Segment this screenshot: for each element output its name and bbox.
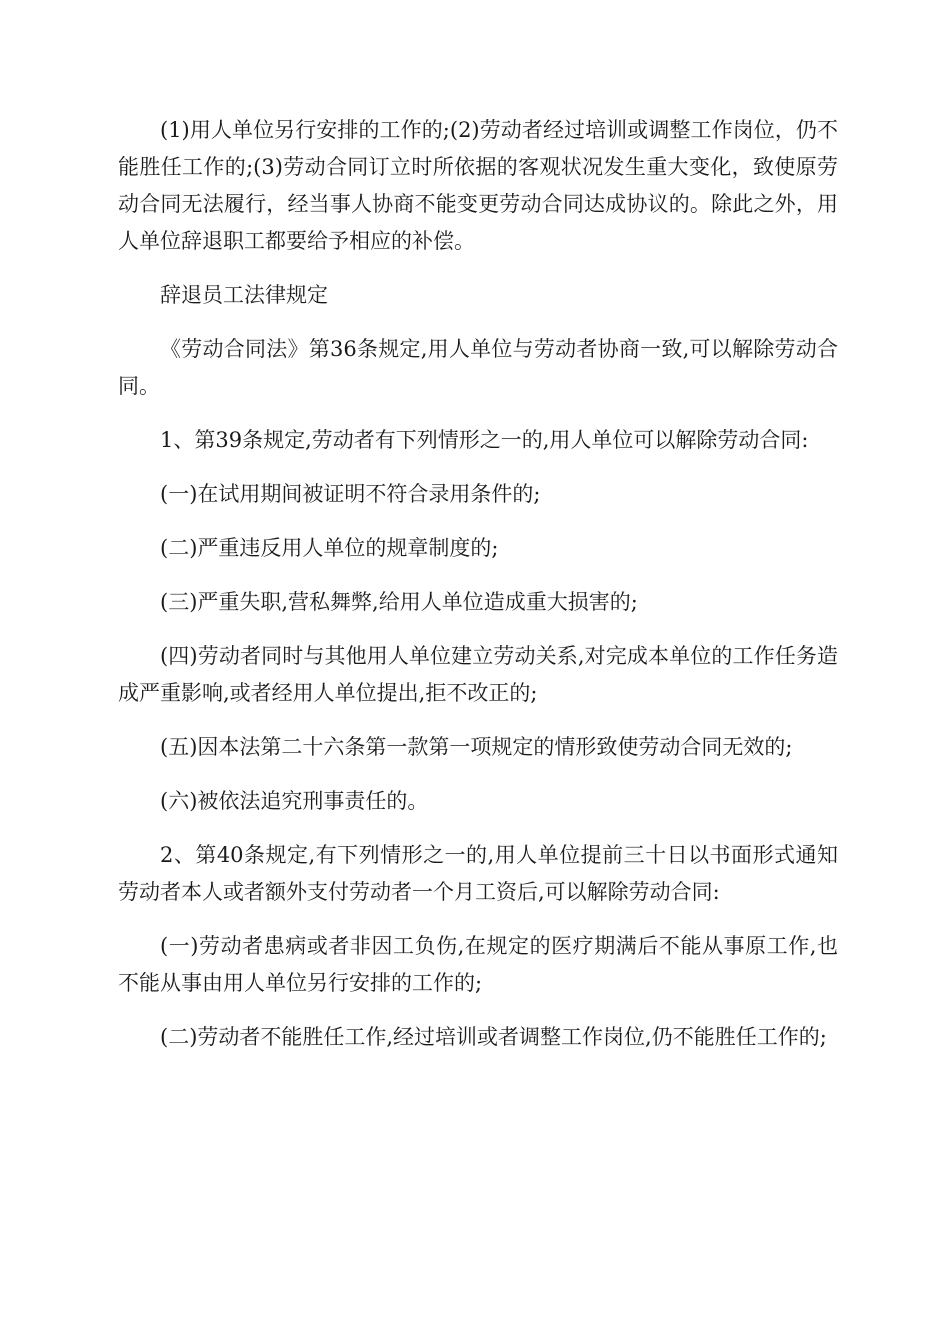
list-item-39-5: (五)因本法第二十六条第一款第一项规定的情形致使劳动合同无效的; (160, 735, 793, 759)
list-item-39-6: (六)被依法追究刑事责任的。 (160, 789, 429, 813)
list-item-39-2: (二)严重违反用人单位的规章制度的; (160, 536, 499, 560)
list-item-39-1: (一)在试用期间被证明不符合录用条件的; (160, 482, 541, 506)
document-body (118, 112, 838, 1073)
paragraph-intro-conditions: (1)用人单位另行安排的工作的;(2)劳动者经过培训或调整工作岗位，仍不能胜任工作的;(3)劳动合同订立时所依据的客观状况发生重大变化，致使原劳动合同无法履行，经当事人协商不能变更劳动合同达成协议的。除此之外，用人单位辞退职工都要给予相应的补偿。 (118, 118, 838, 253)
paragraph-article-39: 1、第39条规定,劳动者有下列情形之一的,用人单位可以解除劳动合同: (160, 428, 809, 452)
paragraph-article-40: 2、第40条规定,有下列情形之一的,用人单位提前三十日以书面形式通知劳动者本人或者额外支付劳动者一个月工资后,可以解除劳动合同: (118, 843, 838, 904)
section-heading: 辞退员工法律规定 (160, 283, 328, 307)
list-item-39-4: (四)劳动者同时与其他用人单位建立劳动关系,对完成本单位的工作任务造成严重影响,或者经用人单位提出,拒不改正的; (118, 644, 838, 705)
list-item-39-3: (三)严重失职,营私舞弊,给用人单位造成重大损害的; (160, 590, 638, 614)
list-item-40-1: (一)劳动者患病或者非因工负伤,在规定的医疗期满后不能从事原工作,也不能从事由用人单位另行安排的工作的; (118, 934, 838, 995)
paragraph-article-36: 《劳动合同法》第36条规定,用人单位与劳动者协商一致,可以解除劳动合同。 (118, 337, 838, 398)
list-item-40-2: (二)劳动者不能胜任工作,经过培训或者调整工作岗位,仍不能胜任工作的; (160, 1025, 827, 1049)
